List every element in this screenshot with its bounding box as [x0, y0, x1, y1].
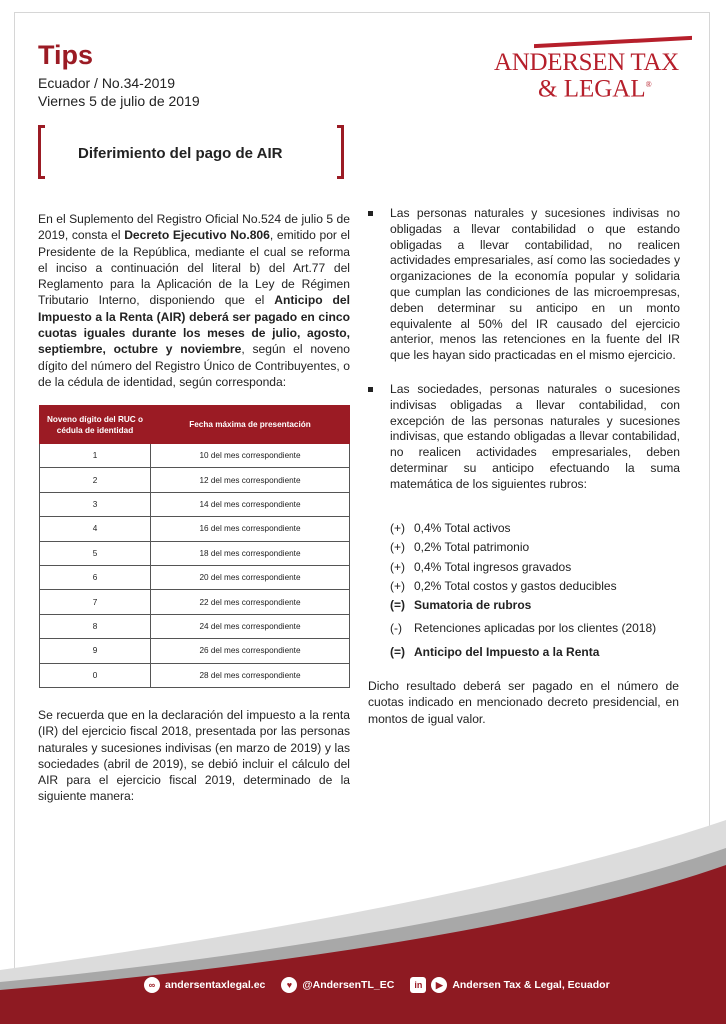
- digit-cell: 7: [40, 590, 151, 614]
- intro-paragraph: [38, 211, 350, 390]
- formula-item: [390, 558, 690, 577]
- digit-cell: 6: [40, 565, 151, 589]
- formula-sign: (+): [390, 521, 405, 535]
- bracket-right: [337, 125, 344, 179]
- table-row: [40, 639, 350, 663]
- bullet-list: [368, 206, 680, 493]
- table-row: [40, 614, 350, 638]
- link-icon: ∞: [144, 977, 160, 993]
- formula-text: Retenciones aplicadas por los clientes (2018): [414, 621, 657, 636]
- formula-text: 0,2% Total patrimonio: [414, 540, 530, 555]
- formula-sign: (+): [390, 540, 405, 555]
- date-cell: 28 del mes correspondiente: [151, 663, 350, 687]
- formula-text: Sumatoria de rubros: [414, 598, 532, 613]
- date-cell: 16 del mes correspondiente: [151, 517, 350, 541]
- intro-text-3: , según el noveno dígito del número del Registro Único de Contribuyentes, o de la cédula de identidad, según corresponda:: [38, 342, 350, 389]
- date-cell: 20 del mes correspondiente: [151, 565, 350, 589]
- digit-cell: 0: [40, 663, 151, 687]
- issue-date: Viernes 5 de julio de 2019: [38, 93, 200, 109]
- bullet-text: Las sociedades, personas naturales o sucesiones indivisas obligadas a llevar contabilidad, con excepción de las personas naturales y sucesiones indivisas, que estando obligadas a llevar contabilidad, no realicen actividades empresariales, deben determinar su anticipo efectuando la suma matemática de los siguientes rubros:: [390, 381, 680, 491]
- table-row: [40, 444, 350, 468]
- bullet-square-icon: [368, 211, 373, 216]
- intro-text-2: , emitido por el Presidente de la República, mediante el cual se reforma el inciso a continuación del literal b) del Art.77 del Reglamento para la Aplicación de la Ley de Régimen Tributario Interno, disponiendo que el: [38, 228, 350, 308]
- logo-registered-mark: ®: [645, 80, 652, 89]
- date-cell: 14 del mes correspondiente: [151, 492, 350, 516]
- formula-item: [390, 538, 690, 557]
- digit-cell: 1: [40, 444, 151, 468]
- list-item: [368, 382, 680, 493]
- linkedin-icon[interactable]: in: [410, 977, 426, 993]
- reminder-paragraph: Se recuerda que en la declaración del impuesto a la renta (IR) del ejercicio fiscal 2018, presentada por las personas naturales y sucesiones indivisas (en marzo de 2019) y las sociedades (abril de 2019), se debió incluir el cálculo del AIR para el ejercicio fiscal 2019, determinado de la siguiente manera:: [38, 708, 350, 804]
- twitter-link[interactable]: @AndersenTL_EC: [302, 979, 395, 991]
- digit-cell: 3: [40, 492, 151, 516]
- company-name: Andersen Tax & Legal, Ecuador: [452, 979, 610, 991]
- formula-item: [390, 596, 690, 615]
- table-row: [40, 541, 350, 565]
- andersen-logo: [494, 38, 694, 103]
- logo-bar: [534, 36, 692, 48]
- formula-item: [390, 519, 690, 538]
- table-header-row: [40, 406, 350, 444]
- payment-schedule-table: [39, 405, 350, 688]
- table-row: [40, 468, 350, 492]
- formula-text: 0,4% Total ingresos gravados: [414, 559, 572, 574]
- table-row: [40, 663, 350, 687]
- digit-cell: 4: [40, 517, 151, 541]
- twitter-icon: ♥: [281, 977, 297, 993]
- page-title: Tips: [38, 40, 94, 70]
- formula-item: [390, 577, 690, 596]
- formula-sign: (+): [390, 559, 405, 574]
- table-row: [40, 590, 350, 614]
- formula-item: [390, 619, 690, 638]
- formula-text: 0,2% Total costos y gastos deducibles: [414, 578, 617, 593]
- table-row: [40, 492, 350, 516]
- bullet-text: Las personas naturales y sucesiones indivisas no obligadas a llevar contabilidad o que estando obligadas a llevar contabilidad, no realicen actividades empresariales, así como las sociedades y organizaciones de la economía popular y solidaria que cumplan las condiciones de las microempresas, deben determinar su anticipo en un monto equivalente al 50% del IR causado del ejercicio anterior, menos las retenciones en la fuente del IR que les hayan sido practicadas en el mismo ejercicio.: [390, 206, 680, 363]
- date-cell: 12 del mes correspondiente: [151, 468, 350, 492]
- digit-cell: 9: [40, 639, 151, 663]
- conclusion-paragraph: Dicho resultado deberá ser pagado en el número de cuotas indicado en mencionado decreto presidencial, en montos de igual valor.: [368, 679, 679, 726]
- formula-item: [390, 643, 690, 662]
- formula-sign: (=): [390, 644, 405, 659]
- column-header-digit: Noveno dígito del RUC o cédula de identidad: [40, 406, 151, 444]
- date-cell: 18 del mes correspondiente: [151, 541, 350, 565]
- logo-line2: [538, 72, 652, 102]
- intro-text-1: En el Suplemento del Registro Oficial No.524 de julio 5 de 2019, consta el: [38, 212, 350, 243]
- digit-cell: 8: [40, 614, 151, 638]
- section-heading: Diferimiento del pago de AIR: [78, 145, 283, 162]
- date-cell: 26 del mes correspondiente: [151, 639, 350, 663]
- website-link[interactable]: andersentaxlegal.ec: [165, 979, 266, 991]
- formula-sign: (-): [390, 621, 402, 636]
- formula-list: [390, 519, 690, 662]
- formula-sign: (=): [390, 598, 405, 613]
- issue-number: Ecuador / No.34-2019: [38, 75, 175, 91]
- digit-cell: 2: [40, 468, 151, 492]
- intro-bold-1: Decreto Ejecutivo No.806: [124, 228, 270, 243]
- date-cell: 24 del mes correspondiente: [151, 614, 350, 638]
- bullet-square-icon: [368, 387, 373, 392]
- column-header-date: Fecha máxima de presentación: [151, 406, 350, 444]
- bracket-left: [38, 125, 45, 179]
- formula-text: 0,4% Total activos: [414, 521, 511, 535]
- formula-sign: (+): [390, 578, 405, 593]
- logo-line2-text: & LEGAL: [538, 75, 646, 103]
- table-row: [40, 565, 350, 589]
- logo-line1: ANDERSEN TAX: [494, 49, 679, 76]
- formula-text: Anticipo del Impuesto a la Renta: [414, 644, 600, 659]
- youtube-icon[interactable]: ▶: [431, 977, 447, 993]
- intro-bold-2: Anticipo del Impuesto a la Renta (AIR) deberá ser pagado en cinco cuotas iguales durante los meses de julio, agosto, septiembre, octubre y noviembre: [38, 293, 351, 357]
- date-cell: 22 del mes correspondiente: [151, 590, 350, 614]
- list-item: [368, 206, 680, 364]
- table-row: [40, 517, 350, 541]
- footer-bar: [144, 975, 610, 995]
- date-cell: 10 del mes correspondiente: [151, 444, 350, 468]
- digit-cell: 5: [40, 541, 151, 565]
